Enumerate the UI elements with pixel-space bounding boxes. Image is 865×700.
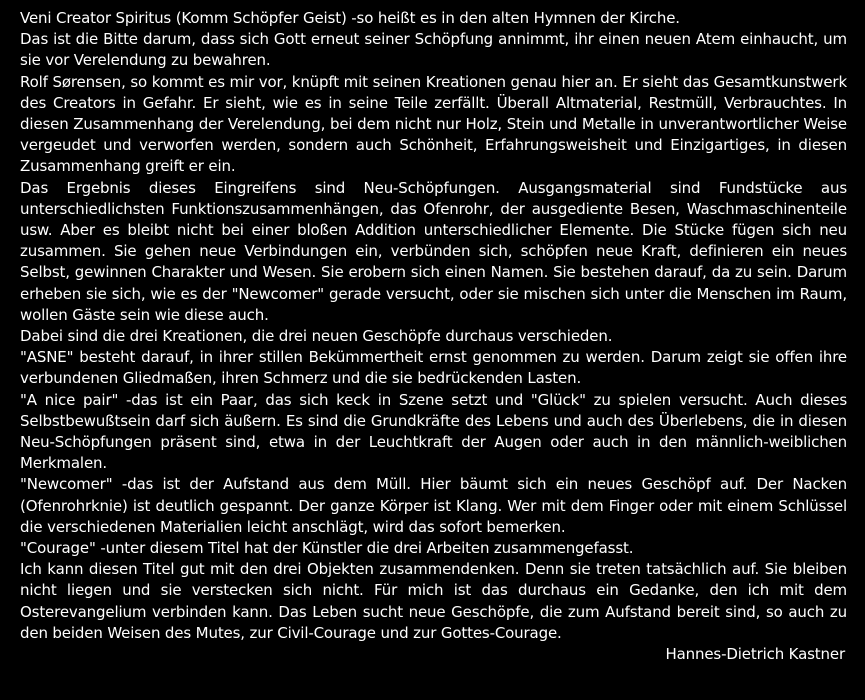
author-signature: Hannes-Dietrich Kastner — [665, 645, 845, 664]
paragraph-a-nice-pair: "A nice pair" -das ist ein Paar, das sich keck in Szene setzt und "Glück" zu spielen versucht. Auch dieses Selbstbewußtsein darf sich äußern. Es sind die Grundkräfte des Lebens und auch des Überlebens, die in diesen Neu-Schöpfungen präsent sind, etwa in der Leuchtkraft der Augen oder auch in den männlich-weiblichen Merkmalen. — [20, 390, 847, 473]
paragraph-rolf-sorensen: Rolf Sørensen, so kommt es mir vor, knüpft mit seinen Kreationen genau hier an. Er sieht das Gesamtkunstwerk des Creators in Gefahr. Er sieht, wie es in seine Teile zerfällt. Überall Altmaterial, Restmüll, Verbrauchtes. In diesen Zusammenhang der Verelendung, bei dem nicht nur Holz, Stein und Metalle in unverantwortlicher Weise vergeudet und verworfen werden, sondern auch Schönheit, Erfahrungsweisheit und Einzigartiges, in diesen Zusammenhang greift er ein. — [20, 72, 847, 176]
paragraph-newcomer: "Newcomer" -das ist der Aufstand aus dem Müll. Hier bäumt sich ein neues Geschöpf auf. Der Nacken (Ofenrohrknie) ist deutlich gespannt. Der ganze Körper ist Klang. Wer mit dem Finger oder mit einem Schlüssel die verschiedenen Materialien leicht anschlägt, wird das sofort bemerken. — [20, 475, 847, 536]
paragraph-veni-creator: Veni Creator Spiritus (Komm Schöpfer Geist) -so heißt es in den alten Hymnen der Kirche. — [20, 9, 680, 27]
paragraph-asne: "ASNE" besteht darauf, in ihrer stillen Bekümmertheit ernst genommen zu werden. Darum zeigt sie offen ihre verbundenen Gliedmaßen, ihren Schmerz und die sie bedrückenden Lasten. — [20, 348, 847, 388]
paragraph-ergebnis: Das Ergebnis dieses Eingreifens sind Neu-Schöpfungen. Ausgangsmaterial sind Fundstücke aus unterschiedlichsten Funktionszusammenhängen, das Ofenrohr, der ausgediente Besen, Waschmaschinenteile usw. Aber es bleibt nicht bei einer bloßen Addition unterschiedlicher Elemente. Die Stücke fügen sich neu zusammen. Sie gehen neue Verbindungen ein, verbünden sich, schöpfen neue Kraft, definieren ein neues Selbst, gewinnen Charakter und Wesen. Sie erobern sich einen Namen. Sie bestehen darauf, da zu sein. Darum erheben sie sich, wie es der "Newcomer" gerade versucht, oder sie mischen sich unter die Menschen im Raum, wollen Gäste sein wie diese auch. — [20, 178, 847, 324]
document-body — [20, 8, 847, 665]
paragraph-courage: "Courage" -unter diesem Titel hat der Künstler die drei Arbeiten zusammengefasst. — [20, 539, 634, 558]
paragraph-drei-kreationen: Dabei sind die drei Kreationen, die drei neuen Geschöpfe durchaus verschieden. — [20, 327, 613, 346]
paragraph-bitte: Das ist die Bitte darum, dass sich Gott erneut seiner Schöpfung annimmt, ihr einen neuen Atem einhaucht, um sie vor Verelendung zu bewahren. — [20, 30, 847, 70]
paragraph-osterevangelium: Ich kann diesen Titel gut mit den drei Objekten zusammendenken. Denn sie treten tatsächlich auf. Sie bleiben nicht liegen und sie verstecken sich nicht. Für mich ist das durchaus ein Gedanke, den ich mit dem Osterevangelium verbinden kann. Das Leben sucht neue Geschöpfe, die zum Aufstand bereit sind, so auch zu den beiden Weisen des Mutes, zur Civil-Courage und zur Gottes-Courage. — [20, 560, 847, 642]
